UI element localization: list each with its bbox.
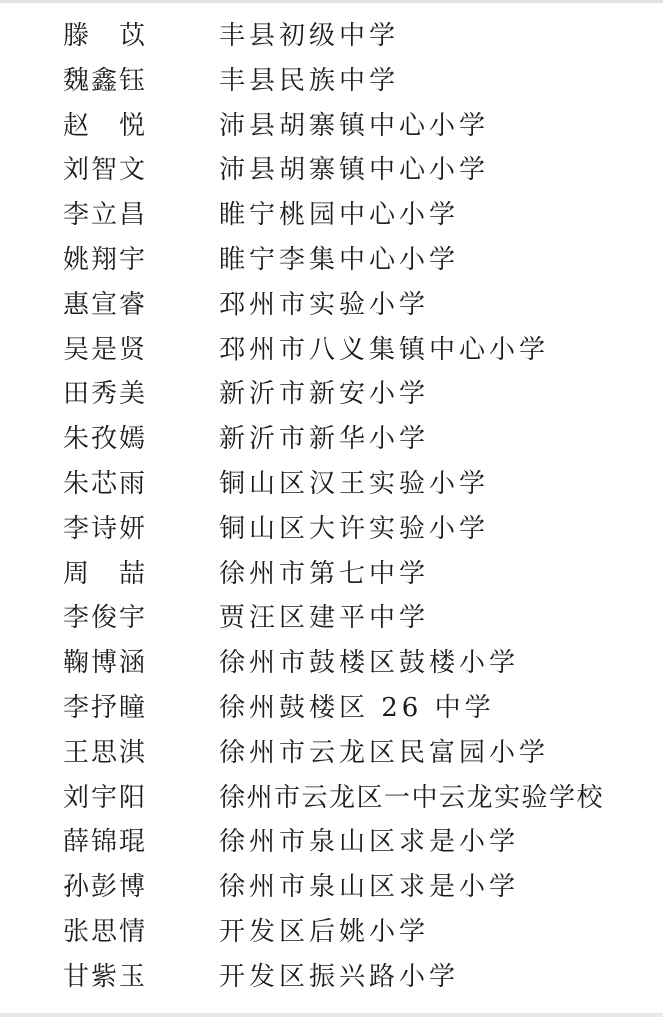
- school-name: 徐州鼓楼区 26 中学: [219, 692, 495, 723]
- student-name: 朱孜嫣: [63, 424, 148, 455]
- student-name: 朱芯雨: [63, 468, 148, 499]
- student-name: 周 喆: [63, 558, 148, 589]
- list-item: [0, 14, 663, 59]
- school-name: 睢宁李集中心小学: [219, 244, 460, 275]
- school-name: 徐州市云龙区民富园小学: [219, 737, 550, 768]
- school-name: 沛县胡寨镇中心小学: [219, 110, 490, 141]
- student-name: 甘紫玉: [63, 961, 148, 992]
- list-item: [0, 59, 663, 104]
- student-name: 刘智文: [63, 155, 148, 186]
- list-item: [0, 104, 663, 149]
- list-item: [0, 955, 663, 1000]
- list-item: [0, 820, 663, 865]
- student-name: 鞠博涵: [63, 648, 148, 679]
- list-item: [0, 865, 663, 910]
- list-item: [0, 552, 663, 597]
- school-name: 沛县胡寨镇中心小学: [219, 155, 490, 186]
- school-name: 开发区振兴路小学: [219, 961, 460, 992]
- school-name: 铜山区大许实验小学: [219, 513, 490, 544]
- school-name: 徐州市鼓楼区鼓楼小学: [219, 648, 520, 679]
- list-item: [0, 193, 663, 238]
- student-name: 魏鑫钰: [63, 65, 148, 96]
- school-name: 徐州市泉山区求是小学: [219, 872, 520, 903]
- student-name: 李抒瞳: [63, 692, 148, 723]
- bottom-divider: [0, 1013, 663, 1017]
- school-name: 丰县初级中学: [219, 21, 400, 51]
- student-name: 孙彭博: [63, 872, 148, 903]
- list-item: [0, 328, 663, 373]
- school-name: 贾汪区建平中学: [219, 603, 430, 634]
- student-name: 吴是贤: [63, 334, 148, 365]
- student-name: 王思淇: [63, 737, 148, 768]
- list-item: [0, 238, 663, 283]
- school-name: 邳州市实验小学: [219, 289, 430, 320]
- list-item: [0, 283, 663, 328]
- student-name: 李俊宇: [63, 603, 148, 634]
- student-name: 滕 苡: [63, 21, 148, 51]
- school-name: 新沂市新安小学: [219, 379, 430, 410]
- top-divider: [0, 0, 663, 3]
- school-name: 铜山区汉王实验小学: [219, 468, 490, 499]
- student-name: 田秀美: [63, 379, 148, 410]
- list-item: [0, 596, 663, 641]
- school-name: 徐州市泉山区求是小学: [219, 827, 520, 858]
- list-item: [0, 372, 663, 417]
- school-name: 新沂市新华小学: [219, 424, 430, 455]
- school-name: 徐州市云龙区一中云龙实验学校: [219, 782, 605, 813]
- school-name: 邳州市八义集镇中心小学: [219, 334, 550, 365]
- list-item: [0, 417, 663, 462]
- list-item: [0, 462, 663, 507]
- student-name: 赵 悦: [63, 110, 148, 141]
- student-name: 李诗妍: [63, 513, 148, 544]
- list-item: [0, 148, 663, 193]
- list-item: [0, 731, 663, 776]
- list-item: [0, 507, 663, 552]
- student-name: 姚翔宇: [63, 244, 148, 275]
- list-item: [0, 776, 663, 821]
- school-name: 丰县民族中学: [219, 65, 400, 96]
- student-school-list: [0, 14, 663, 1000]
- student-name: 张思情: [63, 916, 148, 947]
- list-item: [0, 641, 663, 686]
- student-name: 李立昌: [63, 200, 148, 231]
- school-name: 睢宁桃园中心小学: [219, 200, 460, 231]
- student-name: 刘宇阳: [63, 782, 148, 813]
- list-item: [0, 686, 663, 731]
- school-name: 开发区后姚小学: [219, 916, 430, 947]
- student-name: 惠宣睿: [63, 289, 148, 320]
- school-name: 徐州市第七中学: [219, 558, 430, 589]
- student-name: 薛锦琨: [63, 827, 148, 858]
- list-item: [0, 910, 663, 955]
